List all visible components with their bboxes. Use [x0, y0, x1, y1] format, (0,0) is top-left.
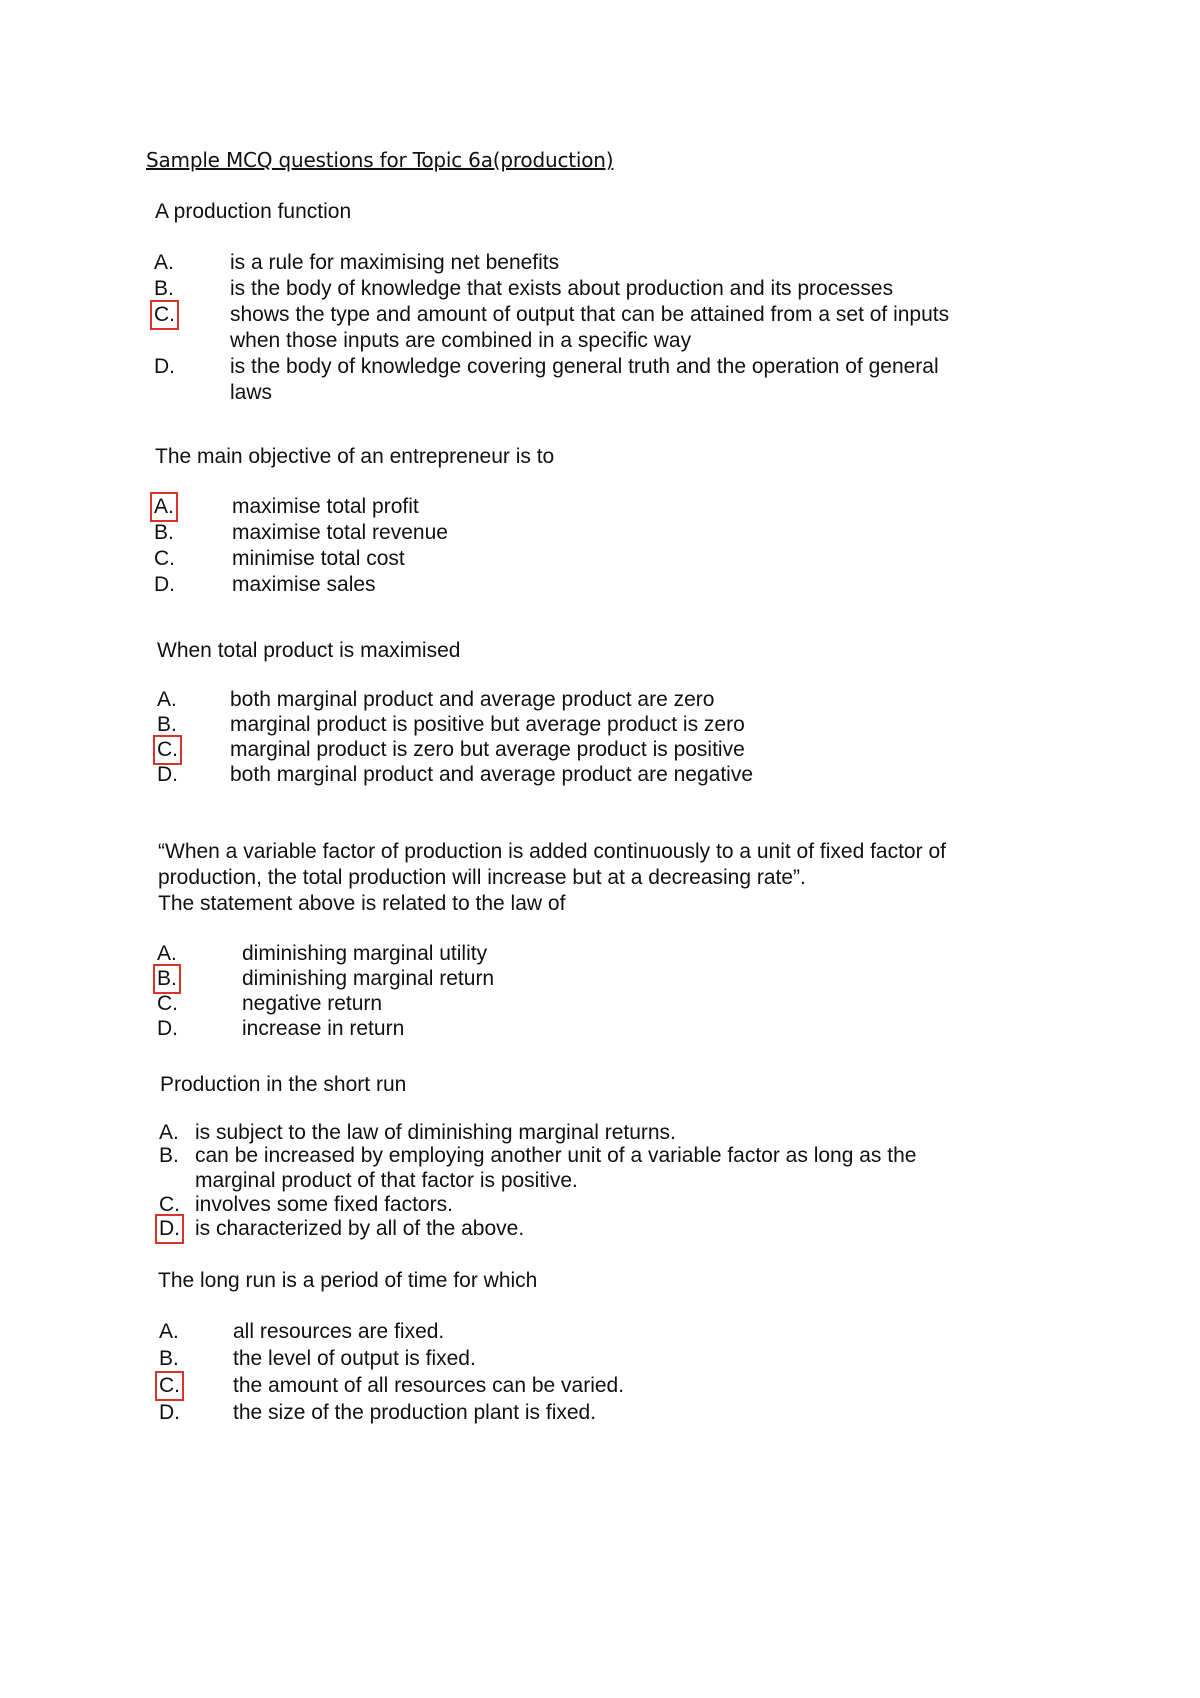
- option-text: is characterized by all of the above.: [195, 1217, 525, 1240]
- option-text: the size of the production plant is fixed.: [233, 1401, 597, 1424]
- option-letter: C.: [157, 992, 178, 1015]
- option-text: marginal product is positive but average product is zero: [230, 713, 745, 736]
- option-letter: B.: [154, 521, 174, 544]
- option-text: shows the type and amount of output that can be attained from a set of inputs: [230, 303, 950, 326]
- correct-answer-marker: D.: [159, 1217, 180, 1240]
- option-text: both marginal product and average product are zero: [230, 688, 715, 711]
- option-letter: B.: [154, 277, 174, 300]
- option-text: diminishing marginal return: [242, 967, 495, 990]
- option-text: is the body of knowledge covering general truth and the operation of general: [230, 355, 939, 378]
- question-stem: A production function: [155, 200, 352, 223]
- option-text: negative return: [242, 992, 383, 1015]
- option-text: maximise total revenue: [232, 521, 448, 544]
- option-text: marginal product is zero but average product is positive: [230, 738, 745, 761]
- question-stem: The statement above is related to the law of: [158, 892, 566, 915]
- correct-answer-marker: C.: [154, 303, 175, 326]
- page-title: Sample MCQ questions for Topic 6a(production): [146, 148, 614, 172]
- option-text: can be increased by employing another unit of a variable factor as long as the: [195, 1144, 917, 1167]
- correct-answer-marker: C.: [159, 1374, 180, 1397]
- option-text: all resources are fixed.: [233, 1320, 445, 1343]
- option-text: marginal product of that factor is positive.: [195, 1169, 578, 1192]
- question-stem: When total product is maximised: [157, 639, 461, 662]
- correct-answer-marker: B.: [157, 967, 177, 990]
- option-text: increase in return: [242, 1017, 405, 1040]
- option-letter: D.: [157, 763, 178, 786]
- correct-answer-marker: C.: [157, 738, 178, 761]
- option-text: is subject to the law of diminishing marginal returns.: [195, 1121, 676, 1144]
- correct-answer-marker: A.: [154, 495, 174, 518]
- option-text: laws: [230, 381, 273, 404]
- option-letter: C.: [159, 1193, 180, 1216]
- option-letter: D.: [154, 355, 175, 378]
- option-text: maximise sales: [232, 573, 376, 596]
- question-stem: production, the total production will increase but at a decreasing rate”.: [158, 866, 806, 889]
- question-stem: The long run is a period of time for which: [158, 1269, 538, 1292]
- option-letter: A.: [157, 688, 177, 711]
- option-letter: C.: [154, 547, 175, 570]
- option-letter: A.: [154, 251, 174, 274]
- option-letter: A.: [159, 1320, 179, 1343]
- question-stem: The main objective of an entrepreneur is to: [155, 445, 555, 468]
- question-stem: Production in the short run: [160, 1073, 407, 1096]
- option-letter: D.: [159, 1401, 180, 1424]
- option-text: is the body of knowledge that exists about production and its processes: [230, 277, 894, 300]
- option-text: maximise total profit: [232, 495, 419, 518]
- option-text: minimise total cost: [232, 547, 405, 570]
- option-letter: B.: [159, 1144, 179, 1167]
- option-text: involves some fixed factors.: [195, 1193, 453, 1216]
- question-stem: “When a variable factor of production is added continuously to a unit of fixed factor of: [158, 840, 946, 863]
- option-text: both marginal product and average product are negative: [230, 763, 754, 786]
- option-text: the level of output is fixed.: [233, 1347, 476, 1370]
- option-text: is a rule for maximising net benefits: [230, 251, 560, 274]
- option-text: when those inputs are combined in a specific way: [230, 329, 692, 352]
- option-letter: A.: [157, 942, 177, 965]
- option-letter: B.: [159, 1347, 179, 1370]
- option-text: diminishing marginal utility: [242, 942, 488, 965]
- option-letter: D.: [157, 1017, 178, 1040]
- option-text: the amount of all resources can be varied.: [233, 1374, 625, 1397]
- option-letter: D.: [154, 573, 175, 596]
- option-letter: A.: [159, 1121, 179, 1144]
- option-letter: B.: [157, 713, 177, 736]
